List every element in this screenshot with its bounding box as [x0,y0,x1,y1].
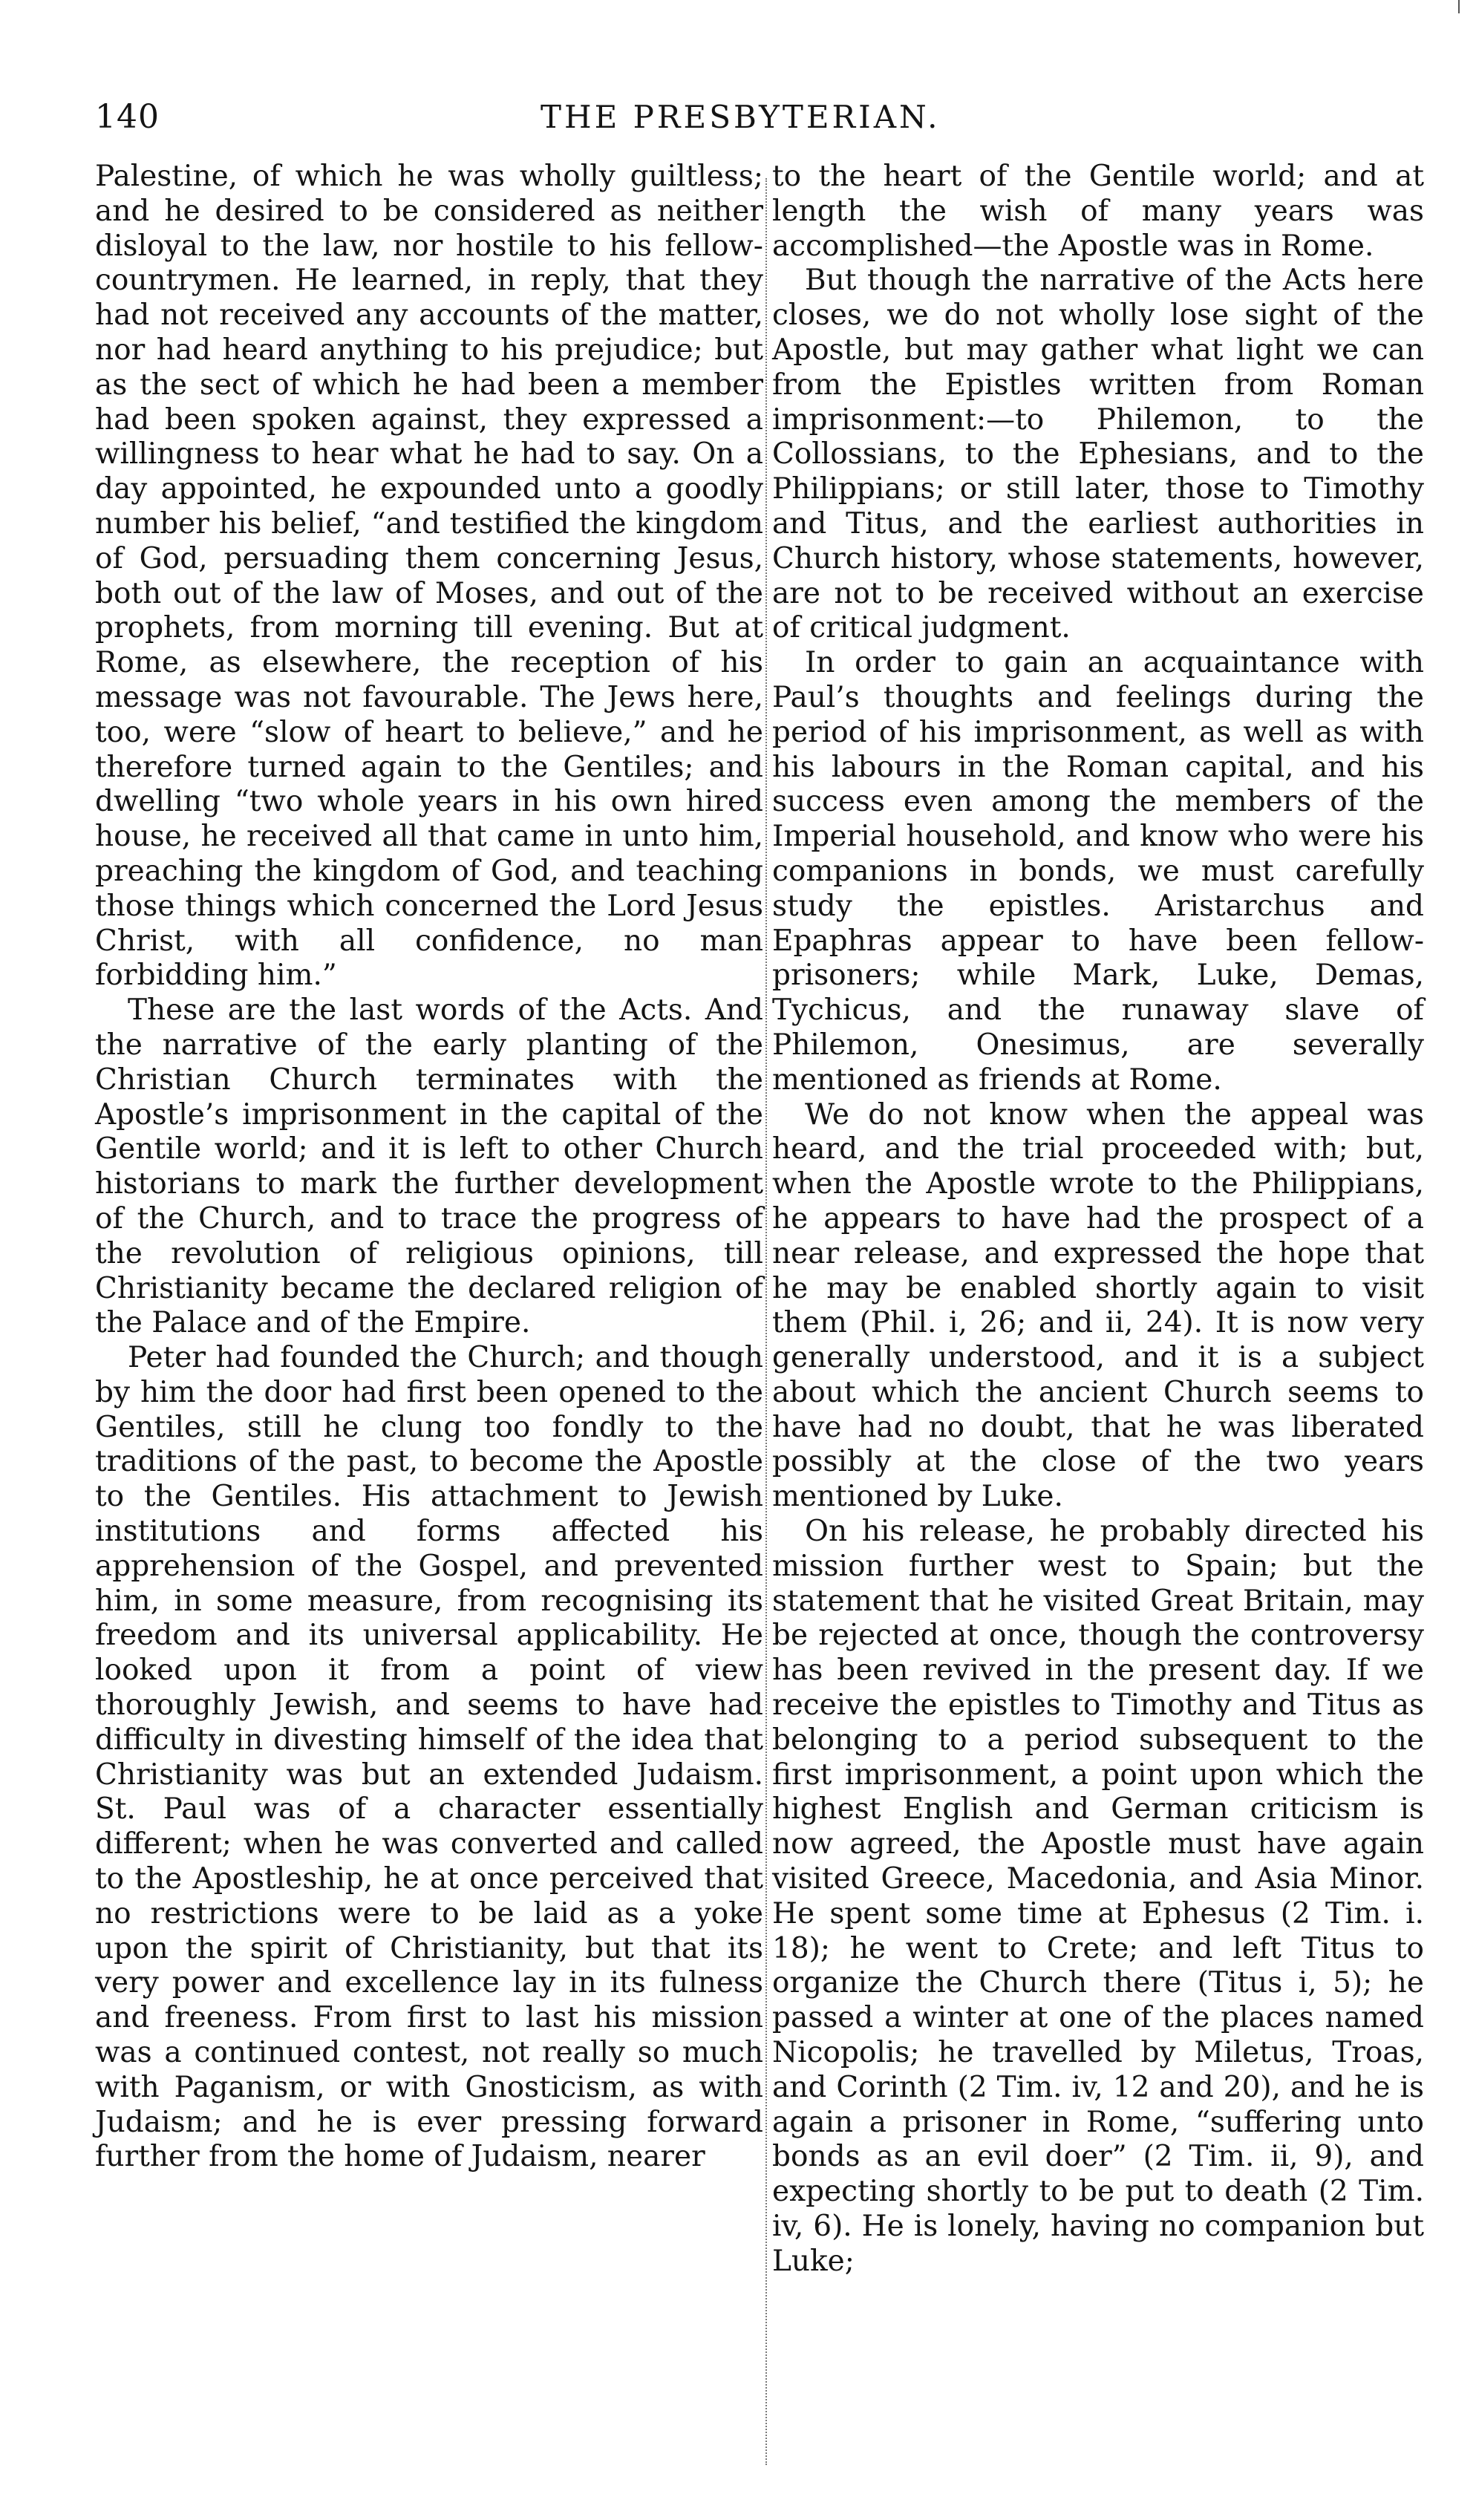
page-header [95,95,1424,140]
paragraph: We do not know when the appeal was heard, and the trial proceeded with; but, when the Apostle wrote to the Philippians, he appears to have had the prospect of a near release, and expressed the hope that he may be enabled shortly again to visit them (Phil. i, 26; and ii, 24). It is now very generally understood, and it is a subject about which the ancient Church seems to have had no doubt, that he was liberated possibly at the close of the two years mentioned by Luke. [772,1097,1424,1514]
paragraph: These are the last words of the Acts. And the narrative of the early planting of the Christian Church terminates with the Apostle’s imprisonment in the capital of the Gentile world; and it is left to other Church historians to mark the further development of the Church, and to trace the progress of the revolution of religious opinions, till Christianity became the declared religion of the Palace and of the Empire. [95,993,763,1340]
paragraph: Peter had founded the Church; and though by him the door had first been opened to the Gentiles, still he clung too fondly to the traditions of the past, to become the Apostle to the Gentiles. His attachment to Jewish institutions and forms affected his apprehension of the Gospel, and prevented him, in some measure, from recognising its freedom and its universal applicability. He looked upon it from a point of view thoroughly Jewish, and seems to have had difficulty in divesting himself of the idea that Christianity was but an extended Judaism. St. Paul was of a character essentially different; when he was converted and called to the Apostleship, he at once perceived that no restrictions were to be laid as a yoke upon the spirit of Christianity, but that its very power and excellence lay in its fulness and freeness. From first to last his mission was a continued contest, not really so much with Paganism, or with Gnosticism, as with Judaism; and he is ever pressing forward further from the home of Judaism, nearer [95,1341,763,2174]
paragraph: In order to gain an acquaintance with Paul’s thoughts and feelings during the period of his imprisonment, as well as with his labours in the Roman capital, and his success even among the members of the Imperial household, and know who were his companions in bonds, we must carefully study the epistles. Aristarchus and Epaphras appear to have been fellow-prisoners; while Mark, Luke, Demas, Tychicus, and the runaway slave of Philemon, Onesimus, are severally mentioned as friends at Rome. [772,646,1424,1097]
paragraph: But though the narrative of the Acts here closes, we do not wholly lose sight of the Apostle, but may gather what light we can from the Epistles written from Roman imprisonment:—to Philemon, to the Collossians, to the Ephesians, and to the Philippians; or still later, those to Timothy and Titus, and the earliest authorities in Church history, whose statements, however, are not to be received without an exercise of critical judgment. [772,264,1424,645]
page-number: 140 [95,98,160,136]
right-column [772,160,1424,2279]
paragraph: On his release, he probably directed his mission further west to Spain; but the statement that he visited Great Britain, may be rejected at once, though the controversy has been revived in the present day. If we receive the epistles to Timothy and Titus as belonging to a period subsequent to the first imprisonment, a point upon which the highest English and German criticism is now agreed, the Apostle must have again visited Greece, Macedonia, and Asia Minor. He spent some time at Ephesus (2 Tim. i. 18); he went to Crete; and left Titus to organize the Church there (Titus i, 5); he passed a winter at one of the places named Nicopolis; he travelled by Miletus, Troas, and Corinth (2 Tim. iv, 12 and 20), and he is again a prisoner in Rome, “suffering unto bonds as an evil doer” (2 Tim. ii, 9), and expecting shortly to be put to death (2 Tim. iv, 6). He is lonely, having no companion but Luke; [772,1515,1424,2278]
left-column [95,160,763,2175]
column-divider [765,178,767,2465]
margin-mark [1458,0,1460,13]
running-title: THE PRESBYTERIAN. [541,99,941,135]
paragraph: to the heart of the Gentile world; and at length the wish of many years was accomplished—the Apostle was in Rome. [772,160,1424,263]
paragraph: Palestine, of which he was wholly guiltless; and he desired to be considered as neither disloyal to the law, nor hostile to his fellow-countrymen. He learned, in reply, that they had not received any accounts of the matter, nor had heard anything to his prejudice; but as the sect of which he had been a member had been spoken against, they expressed a willingness to hear what he had to say. On a day appointed, he expounded unto a goodly number his belief, “and testified the kingdom of God, persuading them concerning Jesus, both out of the law of Moses, and out of the prophets, from morning till evening. But at Rome, as elsewhere, the reception of his message was not favourable. The Jews here, too, were “slow of heart to believe,” and he therefore turned again to the Gentiles; and dwelling “two whole years in his own hired house, he received all that came in unto him, preaching the kingdom of God, and teaching those things which concerned the Lord Jesus Christ, with all confidence, no man forbidding him.” [95,160,763,993]
